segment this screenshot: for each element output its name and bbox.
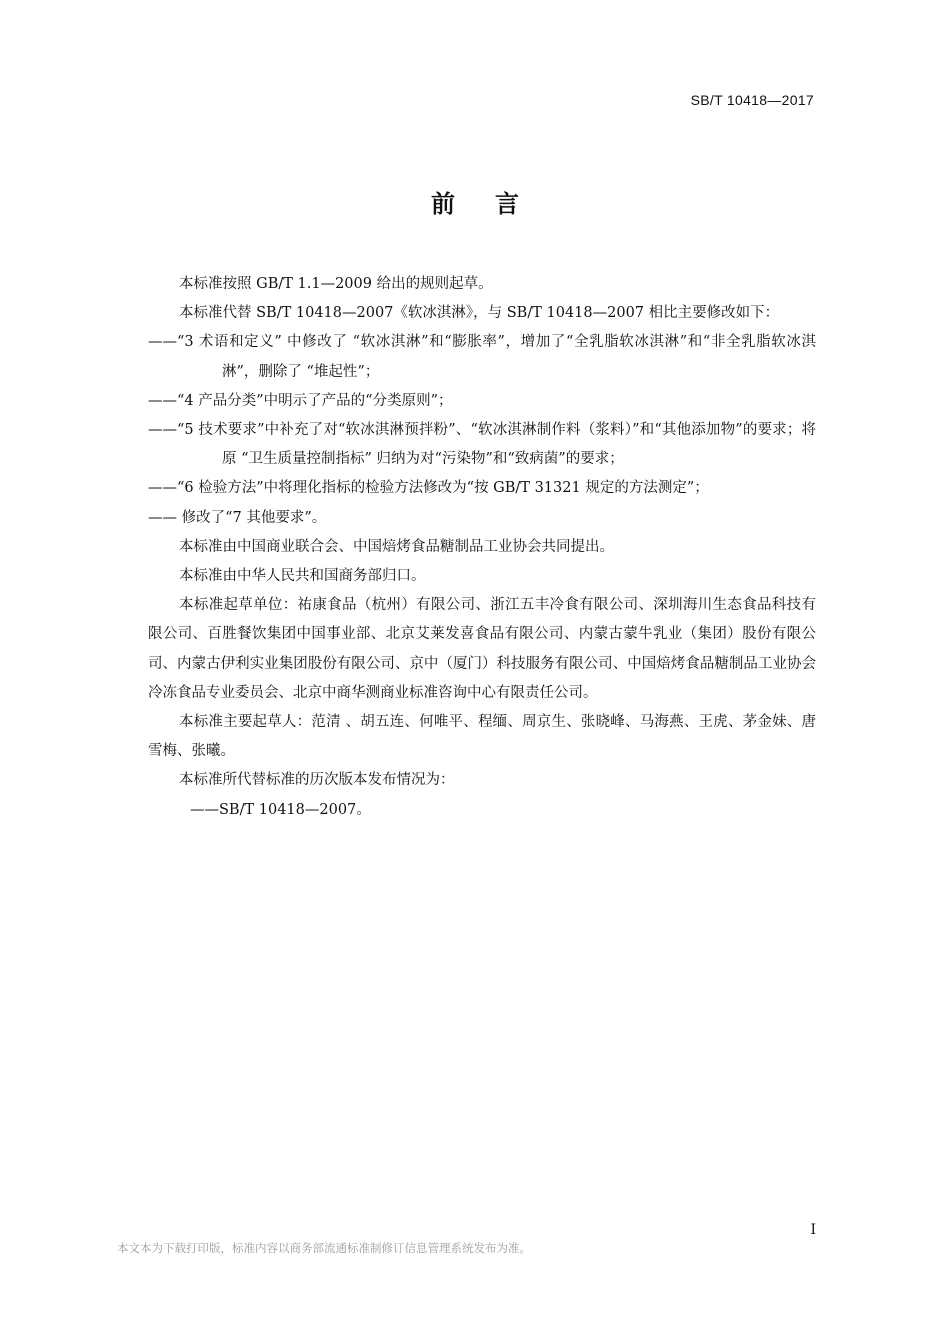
change-item-other: —— 修改了“7 其他要求”。 bbox=[148, 509, 327, 526]
page-number: I bbox=[810, 1222, 816, 1238]
standard-number: SB/T 10418—2017 bbox=[690, 92, 814, 108]
footer-note: 本文本为下载打印版，标准内容以商务部流通标准制修订信息管理系统发布为准。 bbox=[117, 1241, 531, 1255]
paragraph-drafting-rules: 本标准按照 GB/T 1.1—2009 给出的规则起草。 bbox=[179, 276, 493, 292]
change-item-terms: ——“3 术语和定义” 中修改了 “软冰淇淋”和“膨胀率”，增加了“全乳脂软冰淇淋”和“非全乳脂软冰淇淋”，删除了 “堆起性”； bbox=[148, 334, 816, 380]
paragraph-proposed-by: 本标准由中国商业联合会、中国焙烤食品糖制品工业协会共同提出。 bbox=[179, 538, 614, 555]
document-body bbox=[148, 270, 816, 825]
change-item-technical: ——“5 技术要求”中补充了对“软冰淇淋预拌粉”、“软冰淇淋制作料（浆料）”和“其他添加物”的要求；将原 “卫生质量控制指标” 归纳为对“污染物”和“致病菌”的要求； bbox=[148, 422, 816, 468]
paragraph-drafters: 本标准主要起草人：范清 、胡五连、何唯平、程缅、周京生、张晓峰、马海燕、王虎、茅金妹、唐雪梅、张曦。 bbox=[148, 714, 816, 760]
page-title: 前言 bbox=[431, 190, 559, 218]
paragraph-previous-editions: 本标准所代替标准的历次版本发布情况为： bbox=[179, 772, 455, 789]
paragraph-replaces: 本标准代替 SB/T 10418—2007《软冰淇淋》，与 SB/T 10418—2007 相比主要修改如下： bbox=[179, 305, 780, 322]
paragraph-drafting-units: 本标准起草单位：祐康食品（杭州）有限公司、浙江五丰冷食有限公司、深圳海川生态食品科技有限公司、百胜餐饮集团中国事业部、北京艾莱发喜食品有限公司、内蒙古蒙牛乳业（集团）股份有限公司、内蒙古伊利实业集团股份有限公司、京中（厦门）科技服务有限公司、中国焙烤食品糖制品工业协会冷冻食品专业委员会、北京中商华测商业标准咨询中心有限责任公司。 bbox=[148, 597, 816, 701]
change-item-test-methods: ——“6 检验方法”中将理化指标的检验方法修改为“按 GB/T 31321 规定的方法测定”； bbox=[148, 480, 709, 497]
previous-edition-item: ——SB/T 10418—2007。 bbox=[190, 801, 371, 818]
paragraph-managed-by: 本标准由中华人民共和国商务部归口。 bbox=[179, 568, 426, 585]
change-item-classification: ——“4 产品分类”中明示了产品的“分类原则”； bbox=[148, 392, 453, 409]
